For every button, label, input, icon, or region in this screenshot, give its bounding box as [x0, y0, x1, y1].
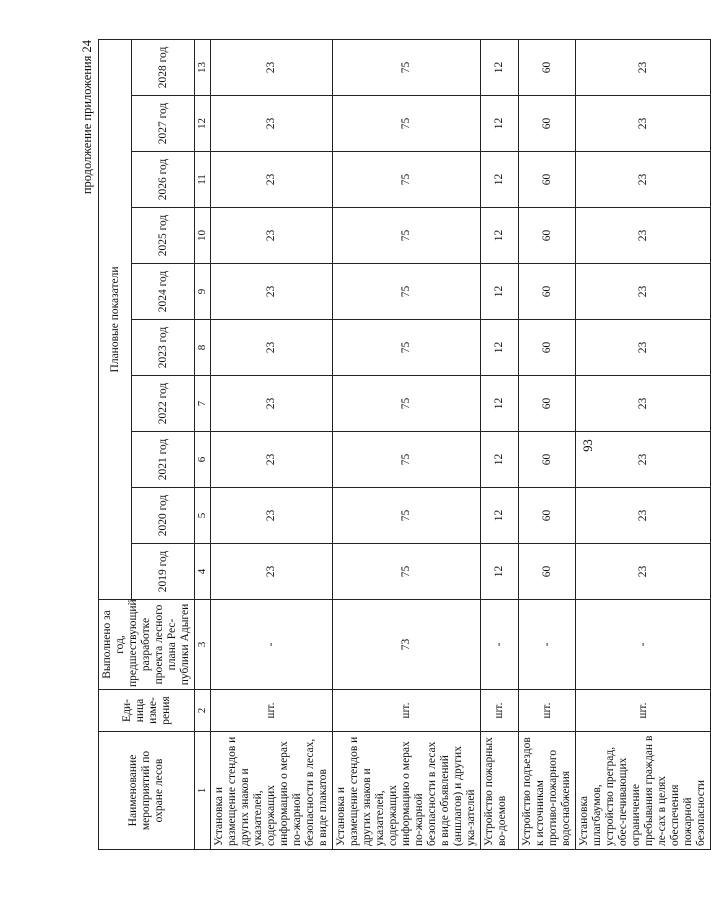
row-value: 23: [576, 208, 711, 264]
row-value: 23: [576, 320, 711, 376]
row-value: 12: [481, 320, 519, 376]
row-value: 60: [519, 376, 576, 432]
row-value: 60: [519, 39, 576, 95]
row-value: 60: [519, 152, 576, 208]
row-value: 12: [481, 208, 519, 264]
column-number: 4: [195, 544, 211, 600]
row-value: 23: [576, 96, 711, 152]
row-value: 12: [481, 544, 519, 600]
header-year: 2021 год: [132, 432, 195, 488]
header-year: 2019 год: [132, 544, 195, 600]
header-unit: Еди-ница изме-рения: [99, 690, 195, 732]
row-name: Установка шлагбаумов, устройство преград, обес-печивающих ограничение пребывания граждан в ле-сах в целях обеспечения пожарной безопасности: [576, 732, 711, 850]
row-unit: шт.: [211, 690, 333, 732]
row-value: 75: [333, 544, 481, 600]
row-value: 12: [481, 432, 519, 488]
row-value: 75: [333, 376, 481, 432]
table-row: [481, 39, 519, 849]
row-value: 23: [576, 152, 711, 208]
row-done: -: [211, 600, 333, 690]
row-value: 23: [576, 376, 711, 432]
column-number: 9: [195, 264, 211, 320]
column-number: 13: [195, 39, 211, 95]
table-row: [576, 39, 711, 849]
header-year: 2020 год: [132, 488, 195, 544]
row-value: 23: [576, 264, 711, 320]
row-value: 23: [576, 39, 711, 95]
header-year: 2026 год: [132, 152, 195, 208]
header-year: 2025 год: [132, 208, 195, 264]
row-done: -: [576, 600, 711, 690]
row-value: 23: [211, 264, 333, 320]
table-row: [519, 39, 576, 849]
table-row: [333, 39, 481, 849]
row-done: 73: [333, 600, 481, 690]
page-number: 93: [580, 439, 595, 452]
row-value: 12: [481, 488, 519, 544]
row-name: Устройство пожарных во-доемов: [481, 732, 519, 850]
column-number: 2: [195, 690, 211, 732]
row-value: 12: [481, 39, 519, 95]
row-value: 23: [211, 376, 333, 432]
header-year: 2024 год: [132, 264, 195, 320]
row-value: 75: [333, 39, 481, 95]
row-value: 75: [333, 208, 481, 264]
row-value: 23: [211, 39, 333, 95]
table-row: [211, 39, 333, 849]
row-unit: шт.: [576, 690, 711, 732]
column-number: 8: [195, 320, 211, 376]
column-number: 10: [195, 208, 211, 264]
row-unit: шт.: [481, 690, 519, 732]
row-value: 12: [481, 152, 519, 208]
row-value: 23: [211, 544, 333, 600]
column-number: 11: [195, 152, 211, 208]
row-value: 75: [333, 264, 481, 320]
appendix-caption: продолжение приложения 24: [80, 40, 94, 195]
row-value: 60: [519, 320, 576, 376]
column-number: 5: [195, 488, 211, 544]
row-value: 23: [211, 488, 333, 544]
row-value: 60: [519, 96, 576, 152]
row-value: 60: [519, 544, 576, 600]
row-value: 12: [481, 376, 519, 432]
row-value: 75: [333, 320, 481, 376]
header-name: Наименование мероприятий по охране лесов: [99, 732, 195, 850]
row-value: 60: [519, 488, 576, 544]
row-value: 60: [519, 432, 576, 488]
header-year: 2027 год: [132, 96, 195, 152]
column-number: 7: [195, 376, 211, 432]
header-done: Выполнено за год, предшествующий разработке проекта лесного плана Рес-публики Адыгеи: [99, 600, 195, 690]
row-value: 75: [333, 152, 481, 208]
row-unit: шт.: [519, 690, 576, 732]
row-value: 23: [211, 320, 333, 376]
row-value: 75: [333, 488, 481, 544]
row-value: 60: [519, 264, 576, 320]
row-value: 23: [576, 488, 711, 544]
header-year: 2023 год: [132, 320, 195, 376]
row-value: 12: [481, 96, 519, 152]
row-value: 75: [333, 96, 481, 152]
row-value: 23: [211, 152, 333, 208]
header-year: 2028 год: [132, 39, 195, 95]
column-number: 3: [195, 600, 211, 690]
row-unit: шт.: [333, 690, 481, 732]
column-number: 6: [195, 432, 211, 488]
header-year: 2022 год: [132, 376, 195, 432]
row-name: Установка и размещение стендов и других знаков и указателей, содержащих информацию о мерах по-жарной безопасности в лесах, в виде плакатов: [211, 732, 333, 850]
forest-protection-table: [98, 39, 711, 850]
row-value: 75: [333, 432, 481, 488]
row-value: 60: [519, 208, 576, 264]
row-value: 23: [576, 544, 711, 600]
row-name: Устройство подъездов к источникам противо-пожарного водоснабжения: [519, 732, 576, 850]
column-number: 1: [195, 732, 211, 850]
column-number: 12: [195, 96, 211, 152]
row-name: Установка и размещение стендов и других знаков и указателей, содержащих информацию о мерах по-жарной безопасности в лесах в виде объявлений (аншлагов) и других ука-зателей: [333, 732, 481, 850]
row-value: 12: [481, 264, 519, 320]
row-value: 23: [211, 432, 333, 488]
row-value: 23: [211, 208, 333, 264]
row-value: 23: [211, 96, 333, 152]
header-planned: Плановые показатели: [99, 39, 132, 599]
row-value: 23: [576, 432, 711, 488]
row-done: -: [481, 600, 519, 690]
row-done: -: [519, 600, 576, 690]
